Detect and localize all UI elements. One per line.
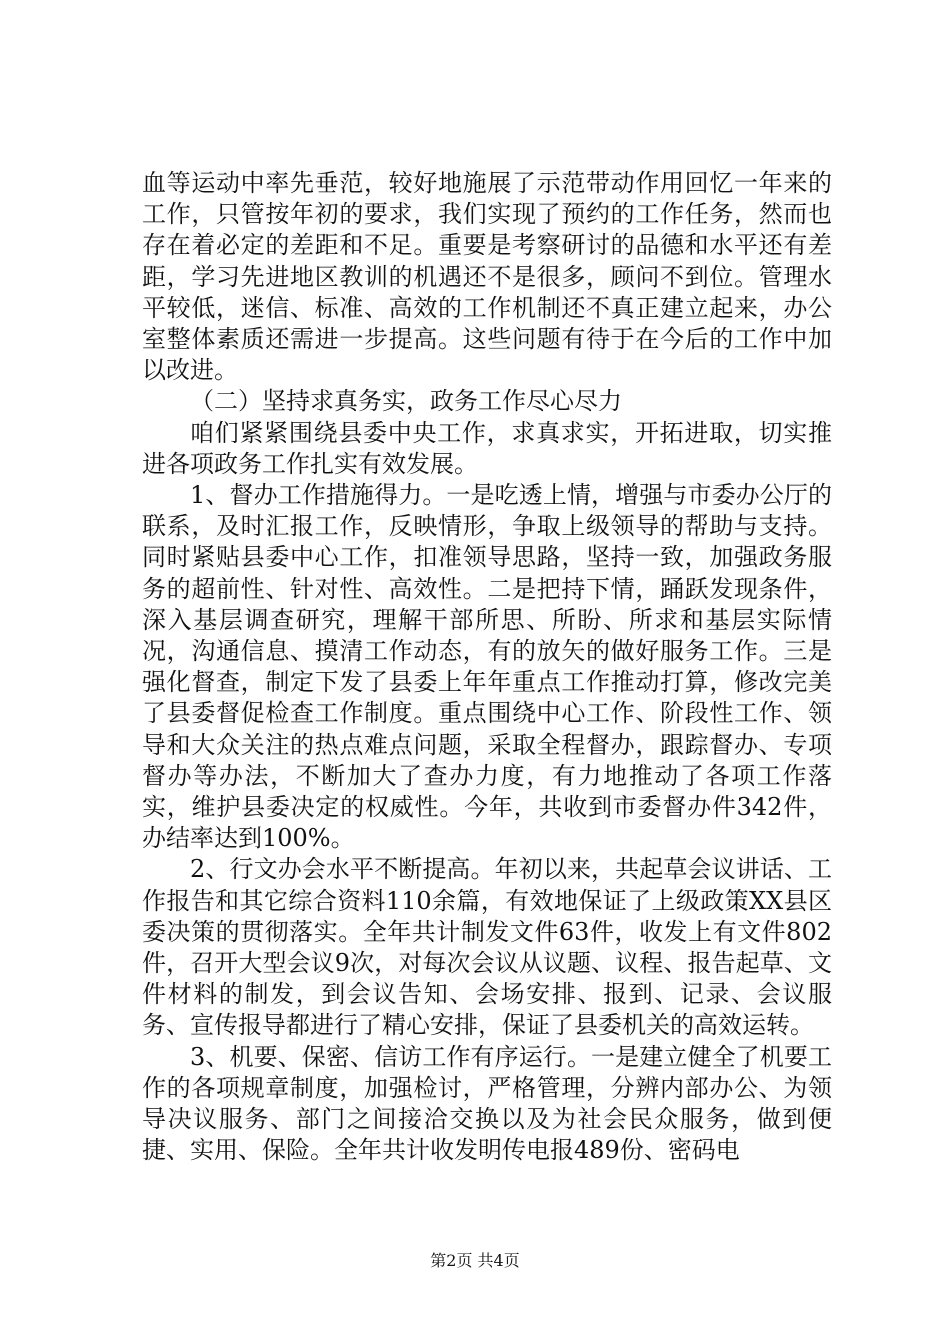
paragraph-intro: 咱们紧紧围绕县委中央工作，求真求实，开拓进取，切实推进各项政务工作扎实有效发展。 (142, 418, 832, 478)
paragraph-item-3: 3、机要、保密、信访工作有序运行。一是建立健全了机要工作的各项规章制度，加强检讨，严格管理，分辨内部办公、为领导决议服务、部门之间接洽交换以及为社会民众服务，做到便捷、实用、保险。全年共计收发明传电报489份、密码电 (142, 1042, 832, 1165)
section-heading: （二）坚持求真务实，政务工作尽心尽力 (190, 387, 622, 416)
paragraph-continuation: 血等运动中率先垂范，较好地施展了示范带动作用回忆一年来的工作，只管按年初的要求，我们实现了预约的工作任务，然而也存在着必定的差距和不足。重要是考察研讨的品德和水平还有差距，学习先进地区教训的机遇还不是很多，顾问不到位。管理水平较低，迷信、标准、高效的工作机制还不真正建立起来，办公室整体素质还需进一步提高。这些问题有待于在今后的工作中加以改进。 (142, 169, 832, 385)
page-footer: 第2页 共4页 (430, 1251, 520, 1270)
document-body (142, 168, 832, 1167)
paragraph-item-1: 1、督办工作措施得力。一是吃透上情，增强与市委办公厅的联系，及时汇报工作，反映情形，争取上级领导的帮助与支持。同时紧贴县委中心工作，扣准领导思路，坚持一致，加强政务服务的超前性、针对性、高效性。二是把持下情，踊跃发现条件，深入基层调查研究，理解干部所思、所盼、所求和基层实际情况，沟通信息、摸清工作动态，有的放矢的做好服务工作。三是强化督查，制定下发了县委上年年重点工作推动打算，修改完美了县委督促检查工作制度。重点围绕中心工作、阶段性工作、领导和大众关注的热点难点问题，采取全程督办，跟踪督办、专项督办等办法，不断加大了查办力度，有力地推动了各项工作落实，维护县委决定的权威性。今年，共收到市委督办件342件，办结率达到100%。 (142, 481, 832, 853)
paragraph-item-2: 2、行文办会水平不断提高。年初以来，共起草会议讲话、工作报告和其它综合资料110余篇，有效地保证了上级政策XX县区委决策的贯彻落实。全年共计制发文件63件，收发上有文件802件，召开大型会议9次，对每次会议从议题、议程、报告起草、文件材料的制发，到会议告知、会场安排、报到、记录、会议服务、宣传报导都进行了精心安排，保证了县委机关的高效运转。 (142, 855, 832, 1040)
